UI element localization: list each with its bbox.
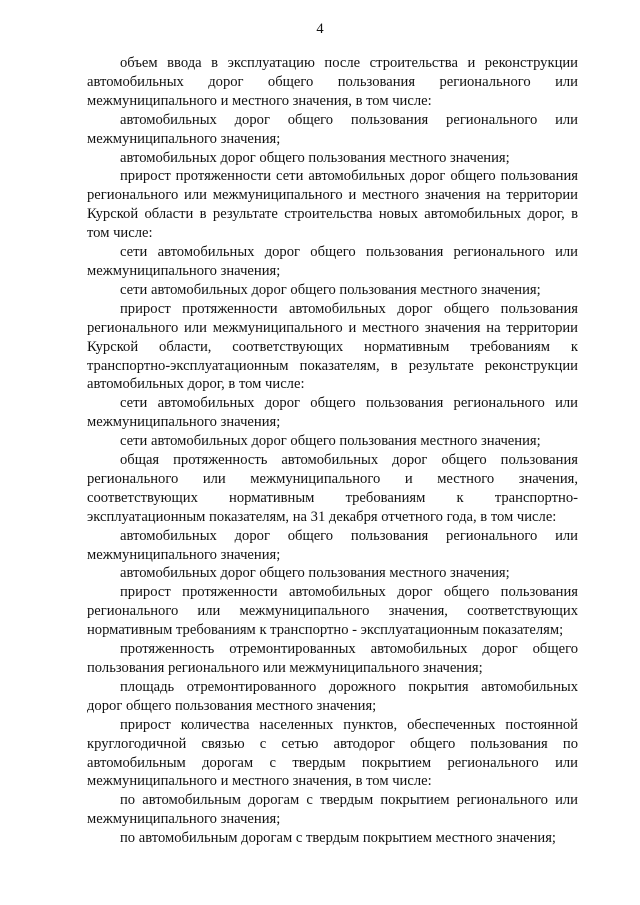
page-number: 4	[316, 21, 324, 37]
document-body	[87, 54, 578, 848]
paragraph-3: автомобильных дорог общего пользования местного значения;	[120, 149, 510, 166]
paragraph-2: автомобильных дорог общего пользования регионального или межмуниципального значения;	[87, 111, 578, 147]
paragraph-9: сети автомобильных дорог общего пользования местного значения;	[120, 433, 541, 450]
paragraph-15: площадь отремонтированного дорожного покрытия автомобильных дорог общего пользования местного значения;	[87, 678, 578, 714]
paragraph-10: общая протяженность автомобильных дорог общего пользования регионального или межмуниципального и местного значения, соответствующих нормативным требованиям к транспортно-эксплуатационным показателям, на 31 декабря отчетного года, в том числе:	[87, 452, 578, 525]
paragraph-14: протяженность отремонтированных автомобильных дорог общего пользования регионального или межмуниципального значения;	[87, 641, 578, 676]
paragraph-11: автомобильных дорог общего пользования регионального или межмуниципального значения;	[87, 527, 578, 563]
paragraph-7: прирост протяженности автомобильных дорог общего пользования регионального или межмуниципального и местного значения на территории Курской области, соответствующих нормативным требованиям к транспортно-эксплуатационным показателям, в результате реконструкции автомобильных дорог, в том числе:	[87, 300, 578, 393]
paragraph-17: по автомобильным дорогам с твердым покрытием регионального или межмуниципального значения;	[87, 792, 578, 828]
paragraph-1: объем ввода в эксплуатацию после строительства и реконструкции автомобильных дорог общего пользования регионального или межмуниципального и местного значения, в том числе:	[87, 55, 578, 109]
paragraph-16: прирост количества населенных пунктов, обеспеченных постоянной круглогодичной связью с сетью автодорог общего пользования по автомобильным дорогам с твердым покрытием регионального или межмуниципального и местного значения, в том числе:	[87, 716, 578, 790]
paragraph-6: сети автомобильных дорог общего пользования местного значения;	[120, 281, 541, 298]
paragraph-18: по автомобильным дорогам с твердым покрытием местного значения;	[120, 830, 556, 847]
paragraph-12: автомобильных дорог общего пользования местного значения;	[120, 565, 510, 582]
paragraph-8: сети автомобильных дорог общего пользования регионального или межмуниципального значения;	[87, 395, 578, 431]
paragraph-13: прирост протяженности автомобильных дорог общего пользования регионального или межмуниципального значения, соответствующих нормативным требованиям к транспортно - эксплуатационным показателям;	[87, 584, 578, 639]
paragraph-4: прирост протяженности сети автомобильных дорог общего пользования регионального или межмуниципального и местного значения на территории Курской области в результате строительства новых автомобильных дорог, в том числе:	[87, 168, 578, 242]
paragraph-5: сети автомобильных дорог общего пользования регионального или межмуниципального значения;	[87, 244, 578, 279]
